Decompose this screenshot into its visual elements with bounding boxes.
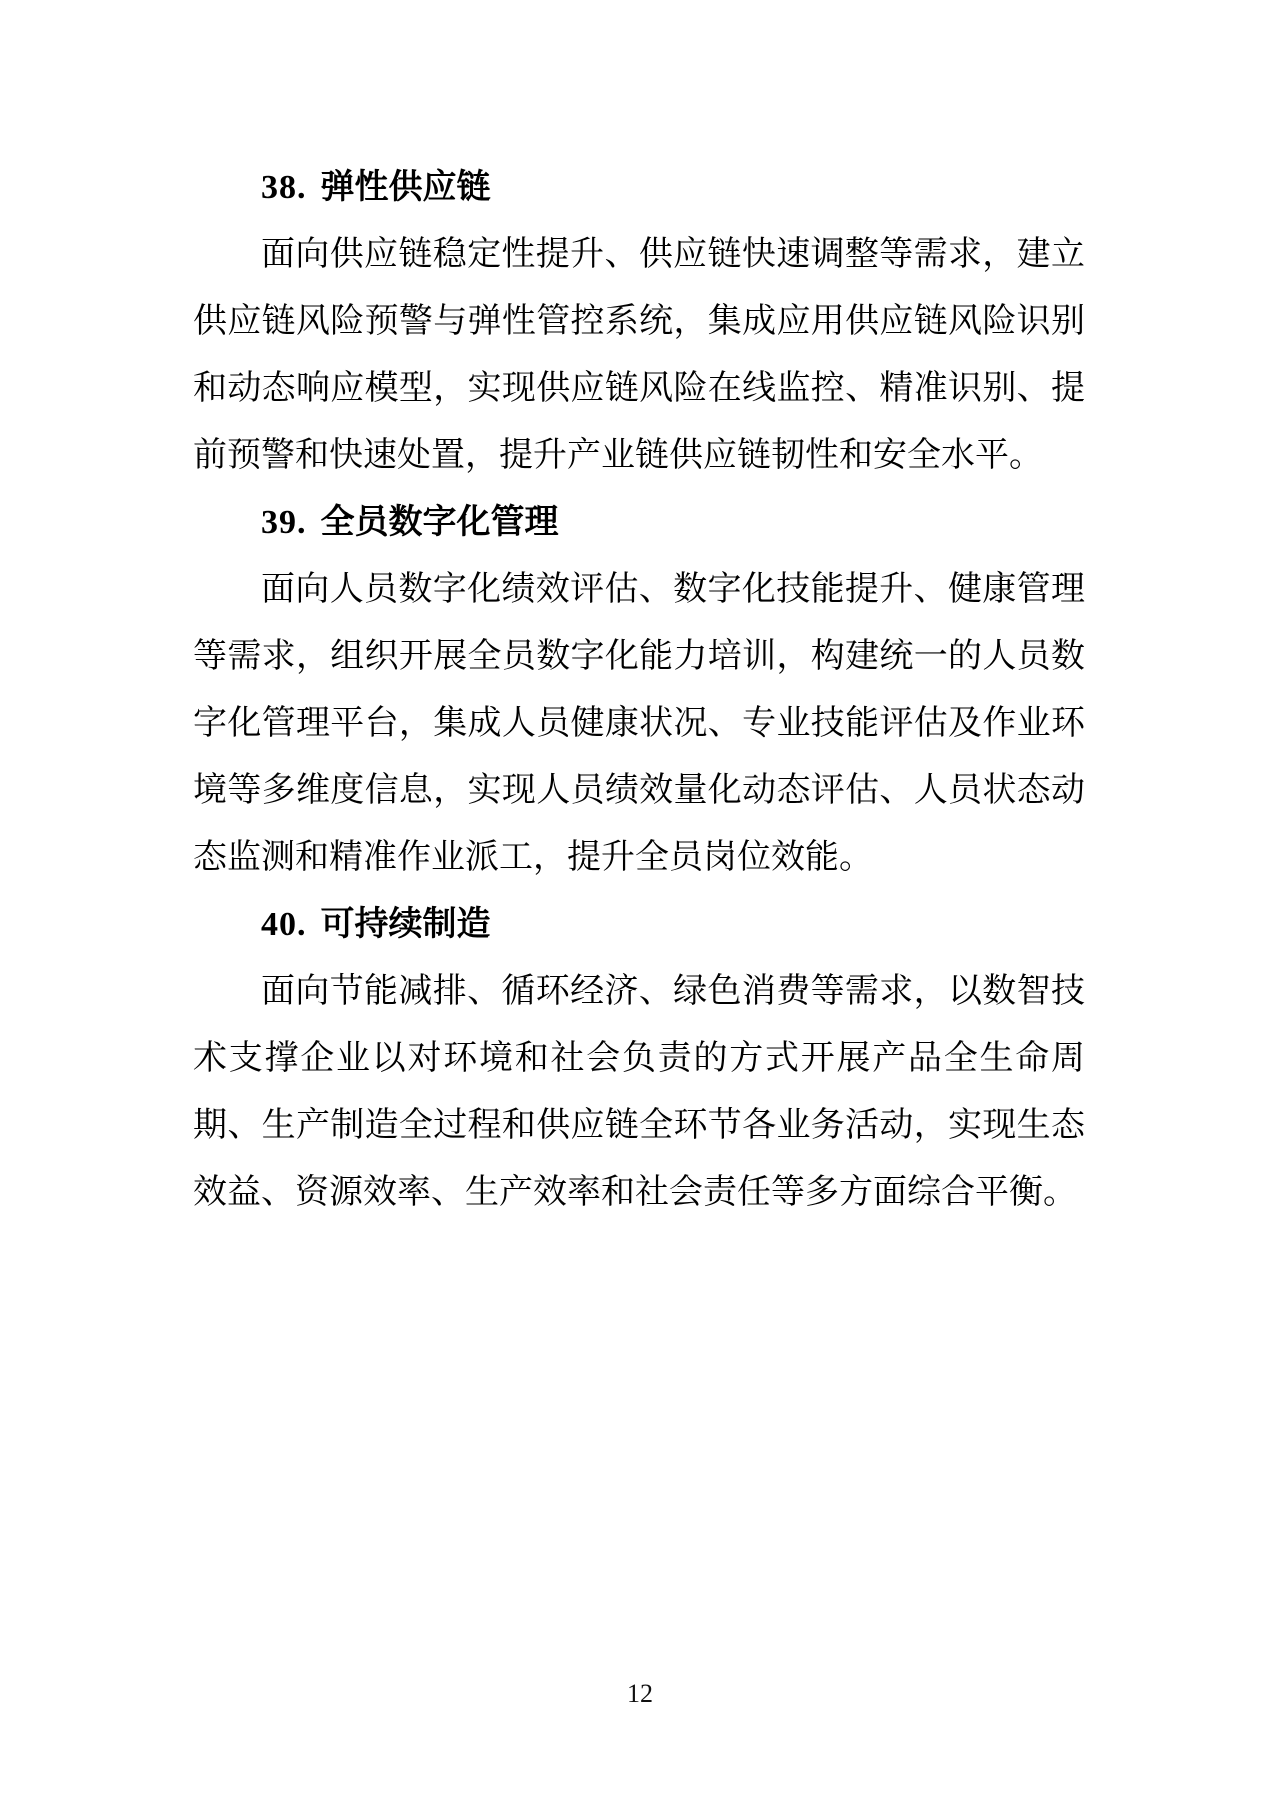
section-38-body: 面向供应链稳定性提升、供应链快速调整等需求，建立供应链风险预警与弹性管控系统，集成应用供应链风险识别和动态响应模型，实现供应链风险在线监控、精准识别、提前预警和快速处置，提升产业链供应链韧性和安全水平。 — [193, 236, 1085, 474]
section-38-heading-number: 38. — [261, 169, 307, 206]
section-39-heading-number: 39. — [261, 504, 307, 541]
section-39-body: 面向人员数字化绩效评估、数字化技能提升、健康管理等需求，组织开展全员数字化能力培训，构建统一的人员数字化管理平台，集成人员健康状况、专业技能评估及作业环境等多维度信息，实现人员绩效量化动态评估、人员状态动态监测和精准作业派工，提升全员岗位效能。 — [193, 571, 1085, 876]
section-40-heading-title: 可持续制造 — [320, 906, 491, 943]
section-38-heading-title: 弹性供应链 — [320, 169, 491, 206]
section-40-heading — [193, 891, 1085, 958]
section-39-heading — [193, 489, 1085, 556]
section-38 — [193, 154, 1085, 489]
section-40 — [193, 891, 1085, 1226]
section-39-heading-title: 全员数字化管理 — [320, 504, 559, 541]
document-content — [193, 154, 1085, 1226]
section-39 — [193, 489, 1085, 891]
section-40-heading-number: 40. — [261, 906, 307, 943]
page-number: 12 — [627, 1679, 653, 1708]
section-38-heading — [193, 154, 1085, 221]
section-40-body: 面向节能减排、循环经济、绿色消费等需求，以数智技术支撑企业以对环境和社会负责的方式开展产品全生命周期、生产制造全过程和供应链全环节各业务活动，实现生态效益、资源效率、生产效率和社会责任等多方面综合平衡。 — [193, 973, 1085, 1211]
